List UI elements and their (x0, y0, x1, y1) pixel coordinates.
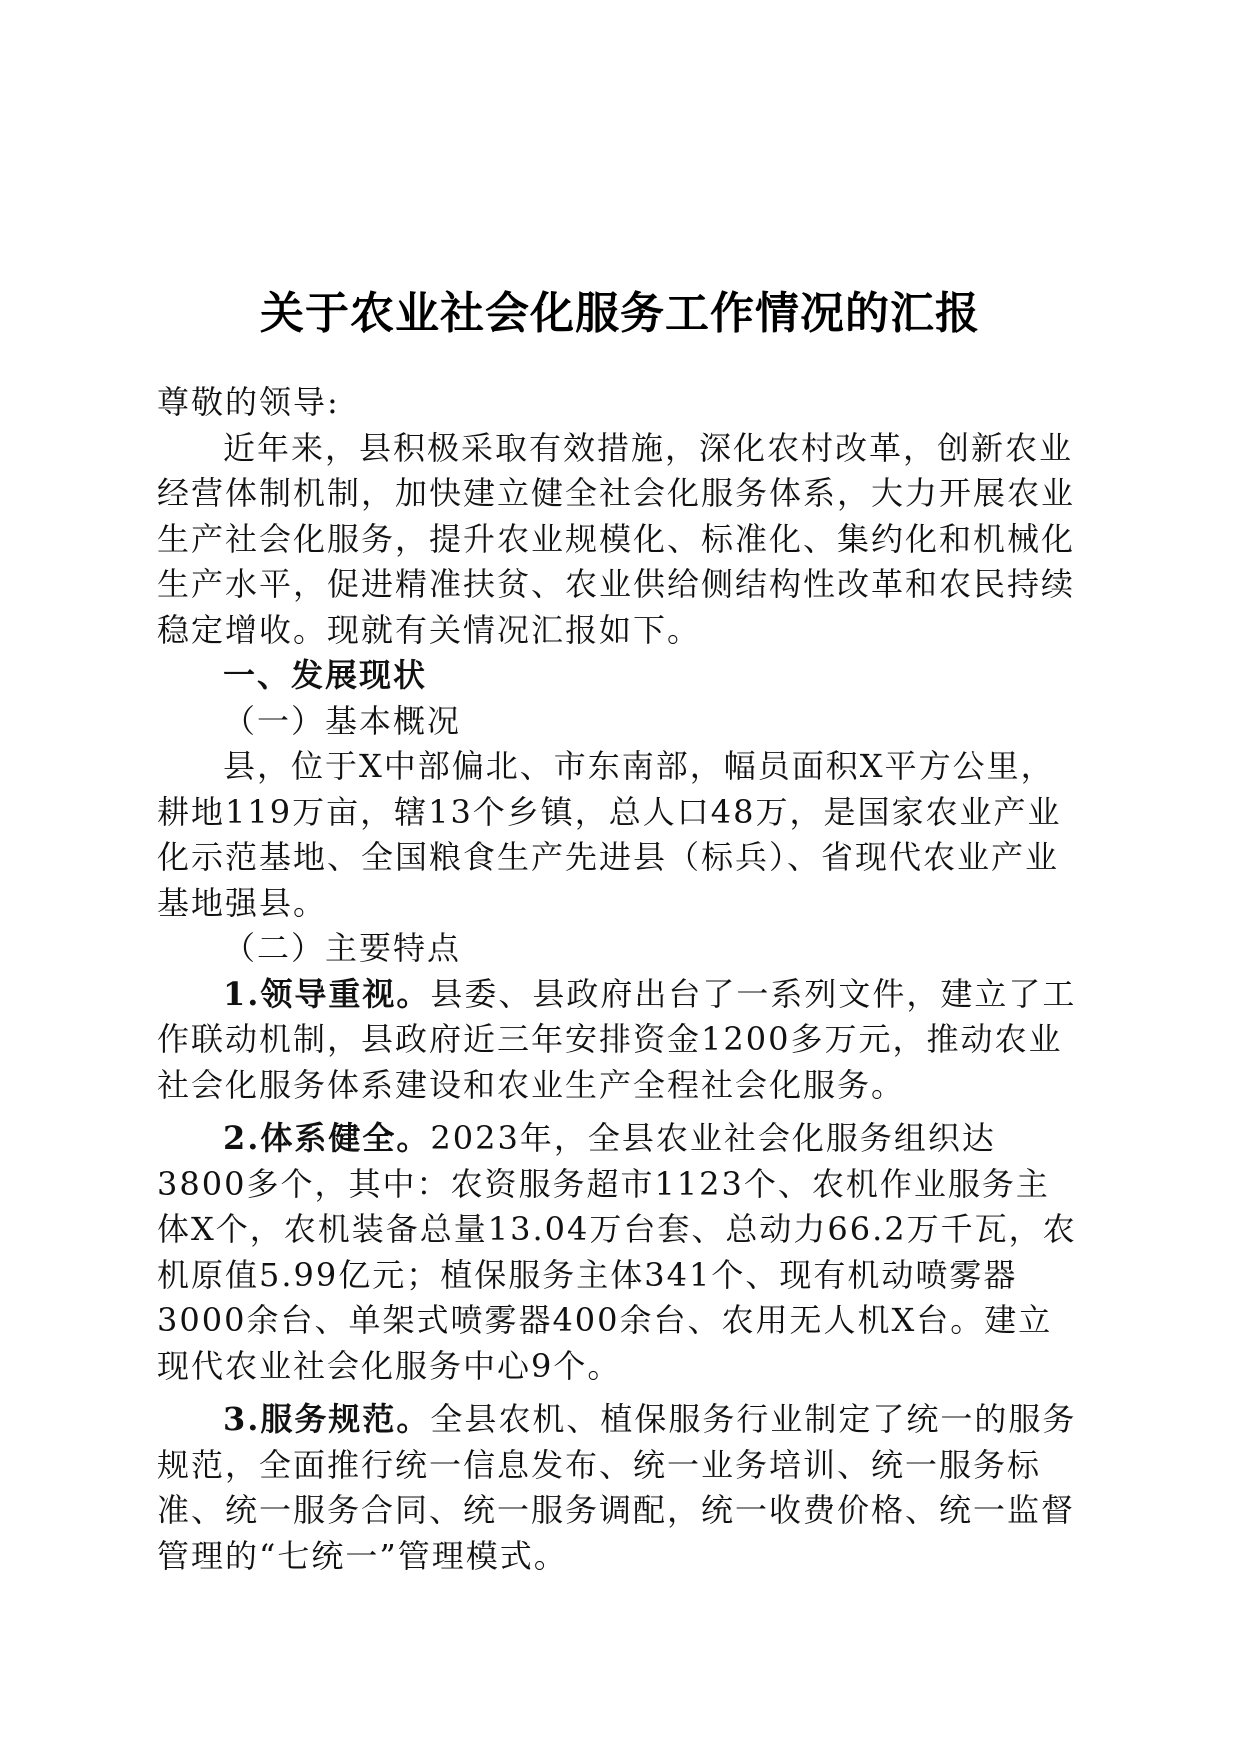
point-text: 全县农机、植保服务行业制定了统一的服务规范，全面推行统一信息发布、统一业务培训、统一服务标准、统一服务合同、统一服务调配，统一收费价格、统一监督管理的“七统一”管理模式。 (157, 1400, 1077, 1575)
point-lead: 3.服务规范。 (223, 1400, 431, 1438)
intro-paragraph: 近年来，县积极采取有效措施，深化农村改革，创新农业经营体制机制，加快建立健全社会化服务体系，大力开展农业生产社会化服务，提升农业规模化、标准化、集约化和机械化生产水平，促进精准扶贫、农业供给侧结构性改革和农民持续稳定增收。现就有关情况汇报如下。 (157, 428, 1076, 649)
section-heading-development-status: 一、发展现状 (223, 656, 428, 694)
point-lead: 1.领导重视。 (223, 974, 431, 1013)
document-title: 关于农业社会化服务工作情况的汇报 (260, 288, 980, 340)
subsection-heading-overview: （一）基本概况 (223, 701, 462, 740)
point-lead: 2.体系健全。 (223, 1119, 431, 1157)
point-text: 县委、县政府出台了一系列文件，建立了工作联动机制，县政府近三年安排资金1200多万元，推动农业社会化服务体系建设和农业生产全程社会化服务。 (157, 974, 1077, 1104)
subsection-heading-features: （二）主要特点 (223, 929, 462, 967)
point-text: 2023年，全县农业社会化服务组织达3800多个，其中：农资服务超市1123个、农机作业服务主体X个，农机装备总量13.04万台套、总动力66.2万千瓦，农机原值5.99亿元；植保服务主体341个、现有机动喷雾器3000余台、单架式喷雾器400余台、农用无人机X台。建立现代农业社会化服务中心9个。 (157, 1119, 1077, 1385)
document-body (157, 380, 1077, 1579)
point-paragraph (157, 1116, 1077, 1389)
point-paragraph (157, 1397, 1077, 1579)
overview-paragraph: 县，位于X中部偏北、市东南部，幅员面积X平方公里，耕地119万亩，辖13个乡镇，总人口48万，是国家农业产业化示范基地、全国粮食生产先进县（标兵）、省现代农业产业基地强县。 (157, 747, 1062, 922)
point-paragraph (157, 972, 1077, 1109)
salutation: 尊敬的领导: (157, 383, 340, 421)
